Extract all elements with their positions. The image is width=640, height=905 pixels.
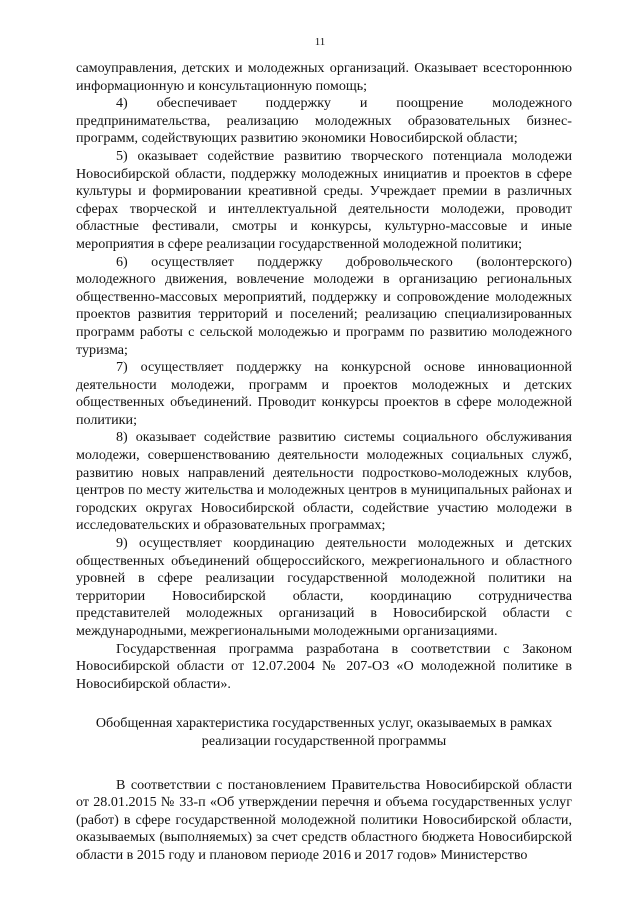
paragraph: 9) осуществляет координацию деятельности молодежных и детских общественных объединений общероссийского, межрегионального и областного уровней в сфере реализации государственной молодежной политики на территории Новосибирской области, координацию сотрудничества представителей молодежных организаций в Новосибирской области с международными, межрегиональными молодежными организациями. <box>76 535 572 639</box>
paragraph: 8) оказывает содействие развитию системы социального обслуживания молодежи, совершенствованию деятельности молодежных социальных служб, развитию новых направлений деятельности подростково-молодежных клубов, центров по месту жительства и молодежных центров в муниципальных районах и городских округах Новосибирской области, содействие участию молодежи в исследовательских и образовательных программах; <box>76 429 572 534</box>
section-heading: Обобщенная характеристика государственных услуг, оказываемых в рамках реализации государственной программы <box>95 715 553 749</box>
paragraph: В соответствии с постановлением Правительства Новосибирской области от 28.01.2015 № 33-п «Об утверждении перечня и объема государственных услуг (работ) в сфере государственной молодежной политики Новосибирской области, оказываемых (выполняемых) за счет средств областного бюджета Новосибирской области в 2015 году и плановом периоде 2016 и 2017 годов» Министерство <box>76 776 572 863</box>
document-body <box>76 60 572 865</box>
paragraph: 6) осуществляет поддержку добровольческого (волонтерского) молодежного движения, вовлечение молодежи в организацию региональных общественно-массовых мероприятий, поддержку и сопровождение молодежных проектов развития территорий и поселений; реализацию специализированных программ работы с сельской молодежью и программ по развитию молодежного туризма; <box>76 253 572 358</box>
spacer <box>76 693 572 715</box>
paragraph: 7) осуществляет поддержку на конкурсной основе инновационной деятельности молодежи, программ и проектов молодежных и детских общественных объединений. Проводит конкурсы проектов в сфере молодежной политики; <box>76 359 572 428</box>
paragraph: Государственная программа разработана в соответствии с Законом Новосибирской области от 12.07.2004 № 207-ОЗ «О молодежной политике в Новосибирской области». <box>76 640 572 692</box>
paragraph: 4) обеспечивает поддержку и поощрение молодежного предпринимательства, реализацию молодежных образовательных бизнес-программ, содействующих развитию экономики Новосибирской области; <box>76 95 572 147</box>
spacer <box>76 751 572 777</box>
paragraph: 5) оказывает содействие развитию творческого потенциала молодежи Новосибирской области, поддержку молодежных инициатив и проектов в сфере культуры и формировании креативной среды. Учреждает премии в различных сферах творческой и интеллектуальной деятельности молодежи, проводит областные фестивали, смотры и конкурсы, культурно-массовые и иные мероприятия в сфере реализации государственной молодежной политики; <box>76 147 572 252</box>
paragraph: самоуправления, детских и молодежных организаций. Оказывает всестороннюю информационную и консультационную помощь; <box>76 60 572 94</box>
page-number: 11 <box>314 36 326 48</box>
